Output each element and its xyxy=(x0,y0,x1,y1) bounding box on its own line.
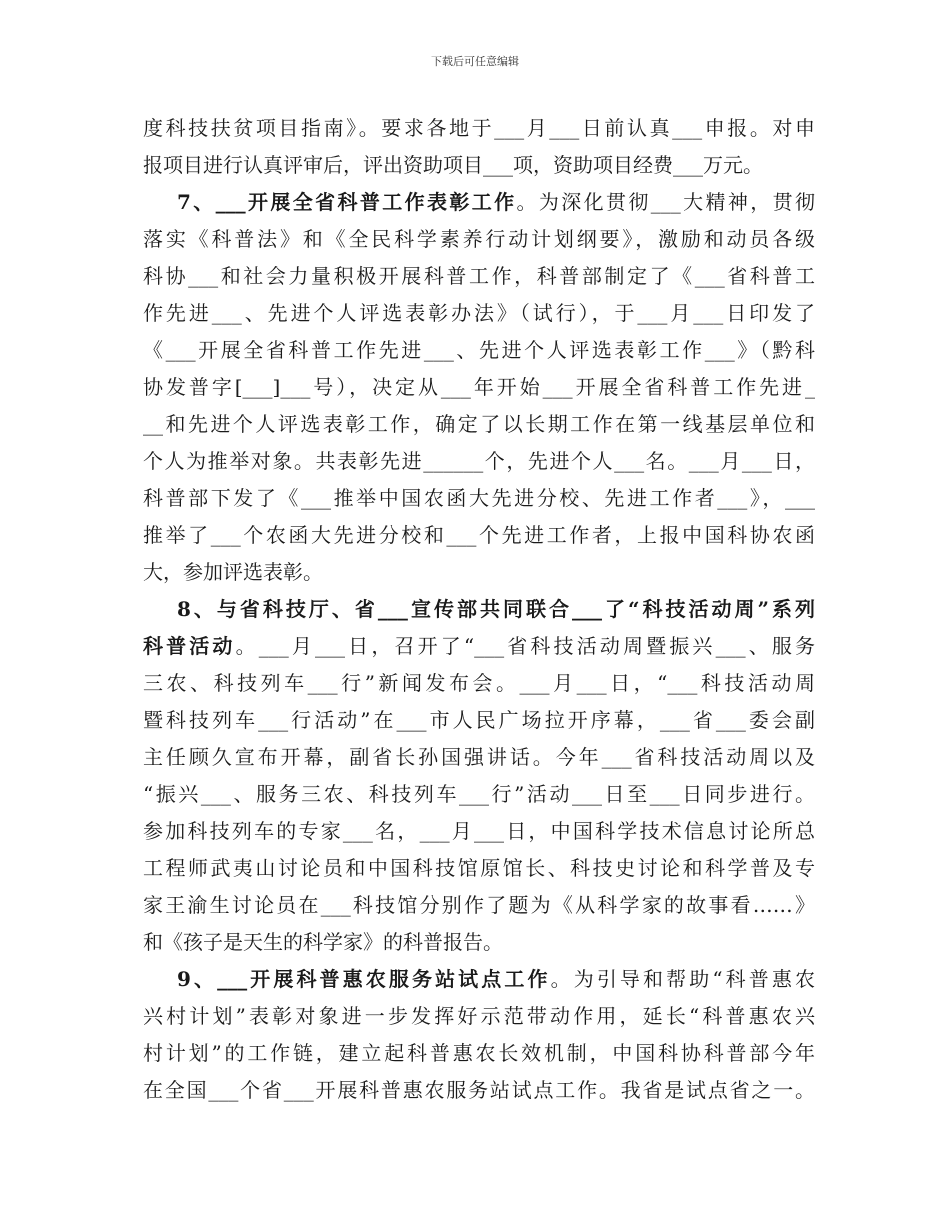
text-line xyxy=(143,665,815,702)
body-text: 《___开展全省科普工作先进___、先进个人评选表彰工作___》（黔科 xyxy=(143,338,815,362)
body-text: 三农、科技列车___行”新闻发布会。___月___日，“___科技活动周 xyxy=(143,671,815,695)
text-line xyxy=(143,887,815,924)
body-text: 村计划”的工作链，建立起科普惠农长效机制，中国科协科普部今年 xyxy=(143,1041,815,1065)
body-text: 协发普字[___]___号），决定从___年开始___开展全省科普工作先进_ xyxy=(143,375,815,399)
body-text: 科协___和社会力量积极开展科普工作，科普部制定了《___省科普工 xyxy=(143,264,815,288)
body-text: 推举了___个农函大先进分校和___个先进工作者，上报中国科协农函 xyxy=(143,523,815,547)
body-text: “振兴___、服务三农、科技列车___行”活动___日至___日同步进行。 xyxy=(143,782,815,806)
text-line xyxy=(143,850,815,887)
text-line xyxy=(143,813,815,850)
heading-text: 科普活动 xyxy=(143,634,236,658)
text-line xyxy=(143,184,815,221)
body-text: 大，参加评选表彰。 xyxy=(143,560,323,584)
page-header: 下载后可任意编辑 xyxy=(431,55,519,68)
paragraph xyxy=(143,110,815,184)
text-line xyxy=(143,554,815,591)
paragraph xyxy=(143,184,815,591)
text-line xyxy=(143,406,815,443)
text-line xyxy=(143,739,815,776)
text-line xyxy=(143,1035,815,1072)
heading-text: 9、___开展科普惠农服务站试点工作 xyxy=(177,967,551,991)
text-line xyxy=(143,147,815,184)
body-text: 工程师武夷山讨论员和中国科技馆原馆长、科技史讨论和科学普及专 xyxy=(143,856,815,880)
body-text: 作先进___、先进个人评选表彰办法》（试行），于___月___日印发了 xyxy=(143,301,815,325)
text-line xyxy=(143,702,815,739)
text-line xyxy=(143,258,815,295)
body-text: 主任顾久宣布开幕，副省长孙国强讲话。今年___省科技活动周以及 xyxy=(143,745,815,769)
text-line xyxy=(143,369,815,406)
text-line xyxy=(143,961,815,998)
paragraph xyxy=(143,591,815,961)
body-text: 报项目进行认真评审后，评出资助项目___项，资助项目经费___万元。 xyxy=(143,153,763,177)
text-line xyxy=(143,480,815,517)
body-text: 参加科技列车的专家___名，___月___日，中国科学技术信息讨论所总 xyxy=(143,819,815,843)
body-text: 。___月___日，召开了“___省科技活动周暨振兴___、服务 xyxy=(235,634,816,658)
body-text: 家王渝生讨论员在___科技馆分别作了题为《从科学家的故事看……》 xyxy=(143,893,815,917)
text-line xyxy=(143,443,815,480)
text-line xyxy=(143,110,815,147)
heading-text: 7、___开展全省科普工作表彰工作 xyxy=(177,190,517,214)
body-text: 落实《科普法》和《全民科学素养行动计划纲要》，激励和动员各级 xyxy=(143,227,815,251)
text-line xyxy=(143,776,815,813)
text-line xyxy=(143,924,815,961)
body-text: 和《孩子是天生的科学家》的科普报告。 xyxy=(143,930,503,954)
body-text: 兴村计划”表彰对象进一步发挥好示范带动作用，延长“科普惠农兴 xyxy=(143,1004,815,1028)
text-line xyxy=(143,998,815,1035)
body-text: __和先进个人评选表彰工作，确定了以长期工作在第一线基层单位和 xyxy=(143,412,815,436)
body-text: 科普部下发了《___推举中国农函大先进分校、先进工作者___》，___ xyxy=(143,486,815,510)
text-line xyxy=(143,1072,815,1109)
text-line xyxy=(143,591,815,628)
text-line xyxy=(143,295,815,332)
paragraph xyxy=(143,961,815,1109)
text-line xyxy=(143,628,815,665)
text-line xyxy=(143,221,815,258)
body-text: 度科技扶贫项目指南》。要求各地于___月___日前认真___申报。对申 xyxy=(143,116,815,140)
text-line xyxy=(143,332,815,369)
document-body xyxy=(143,110,815,1109)
heading-text: 8、与省科技厅、省___宣传部共同联合___了“科技活动周”系列 xyxy=(177,597,815,621)
body-text: 暨科技列车___行活动”在___市人民广场拉开序幕，___省___委会副 xyxy=(143,708,815,732)
body-text: 。为深化贯彻___大精神，贯彻 xyxy=(516,190,815,214)
body-text: 。为引导和帮助“科普惠农 xyxy=(550,967,815,991)
body-text: 个人为推举对象。共表彰先进______个，先进个人___名。___月___日， xyxy=(143,449,815,473)
body-text: 在全国___个省___开展科普惠农服务站试点工作。我省是试点省之一。 xyxy=(143,1078,815,1102)
text-line xyxy=(143,517,815,554)
